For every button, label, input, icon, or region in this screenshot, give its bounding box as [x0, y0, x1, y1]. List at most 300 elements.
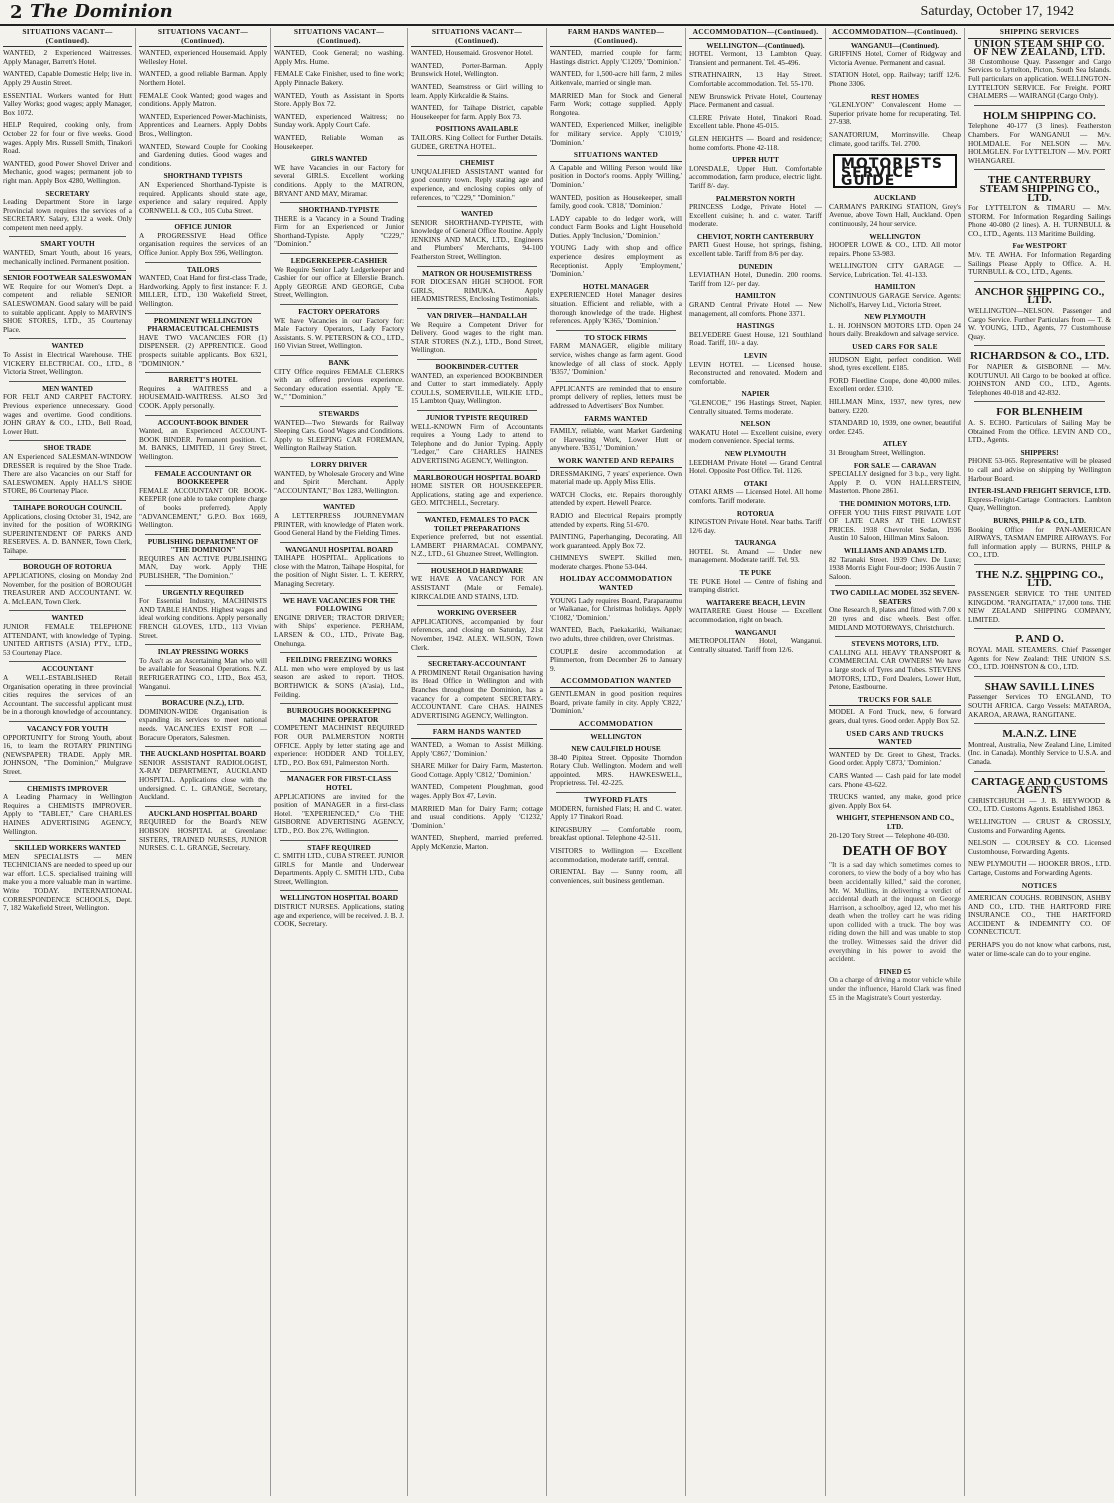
classified-ad: WANTED, married couple for farm; Hastings district. Apply 'C1209,' 'Dominion.' — [550, 48, 682, 66]
ad-heading: CHEVIOT, NORTH CANTERBURY — [696, 231, 815, 241]
ad-heading: AUCKLAND HOSPITAL BOARD — [148, 808, 258, 818]
classified-ad: REQUIRES AN ACTIVE PUBLISHING MAN, Day work. Apply THE PUBLISHER, "The Dominion." — [139, 553, 267, 581]
shipping-ad: NELSON — COURSEY & CO. Licensed Customhouse, Forwarding Agents. — [968, 838, 1111, 856]
classified-ad: One Research 8, plates and fitted with 7.00 x 20 tyres and disc wheels. Best offer. MIDLAND MOTORWAYS, Christchurch. — [829, 605, 961, 632]
ad-heading: SECRETARY — [45, 188, 90, 198]
ad-heading: WANTED — [51, 341, 84, 351]
shipping-ad: WELLINGTON—NELSON. Passenger and Cargo Service. Further Particulars from — T. & W. YOUNG, LTD., Agents, 77 Customhouse Quay. — [968, 306, 1111, 341]
divider — [9, 270, 126, 271]
ad-heading: SKILLED WORKERS WANTED — [14, 843, 121, 853]
divider — [417, 359, 537, 360]
columns — [0, 28, 1114, 1500]
shipping-ad: PASSENGER SERVICE TO THE UNITED KINGDOM. "RANGITATA," 17,000 tons. THE NEW ZEALAND SHIPPING COMPANY, LIMITED. — [968, 589, 1111, 624]
classified-ad: JUNIOR FEMALE TELEPHONE ATTENDANT, with knowledge of Typing. UNITED ARTISTS (A'SIA) PTY., LTD., 53 Courtenay Place. — [3, 622, 132, 657]
classified-ad: Applications, closing October 31, 1942, are invited for the position of WORKING SUPERINTENDENT OF PARKS AND RESERVES. A. D. BANNER, Town Clerk, Taihape. — [3, 511, 132, 555]
article-body: "It is a sad day which sometimes comes to coroners, to view the body of a boy who has been accidentally killed," said the coroner, Mr. W. Mullins, in delivering a verdict of accidental death at the inquest on George Harrison, a schoolboy, aged 12, who met his death when the trolley cart he was riding upon collided with a truck. The boy was riding down the hill and was unable to stop the trolley. Witnesses said the driver did everything in his power to avoid the accident. — [829, 859, 961, 964]
classified-ad: HILLMAN Minx, 1937, new tyres, new battery. £220. — [829, 397, 961, 415]
ad-heading: WE HAVE VACANCIES FOR THE FOLLOWING — [282, 595, 396, 614]
divider — [280, 253, 398, 254]
ad-heading: GIRLS WANTED — [310, 154, 368, 164]
ad-heading: VACANCY FOR YOUTH — [26, 723, 109, 733]
classified-ad: WANTED, Experienced Power-Machinists, Apprentices and Learners. Apply Dobbs Bros., Wellington. — [139, 111, 267, 138]
shipping-ad: M/v. TE AWHA. For Information Regarding Sailings Please Apply to Office. A. H. TURNBULL & CO., LTD., Agents. — [968, 250, 1111, 277]
motorists-guide-title: MOTORISTS SERVICE GUIDE — [841, 156, 943, 190]
classified-ad: HUDSON Eight, perfect condition. Well shod, tyres excellent. £185. — [829, 354, 961, 373]
ad-heading: VAN DRIVER—HANDALLAH — [426, 311, 528, 321]
section-heading: USED CARS FOR SALE — [829, 343, 961, 354]
classified-ad: COUPLE desire accommodation at Plimmerton, from December 26 to January 9. — [550, 646, 682, 673]
classified-ad: UNQUALIFIED ASSISTANT wanted for good country town. Reply stating age and experience, and enclosing copies only of references, to "C229," "Dominion." — [411, 166, 543, 202]
divider — [280, 652, 398, 653]
divider — [974, 628, 1105, 629]
news-article — [829, 844, 961, 1002]
ad-heading: BORACURE (N.Z.), LTD. — [161, 698, 245, 708]
classified-ad: MARRIED Man for Dairy Farm; cottage and usual conditions. Apply 'C1232,' 'Dominion.' — [411, 803, 543, 830]
shipping-company-heading: UNION STEAM SHIP CO. OF NEW ZEALAND, LTD. — [973, 38, 1106, 59]
divider — [835, 585, 955, 586]
classified-ad: APPLICATIONS, accompanied by four references, and closing on Saturday, 21st November, 1942. ALEX. WILSON, Town Clerk. — [411, 616, 543, 652]
section-heading: FARM HANDS WANTED — [411, 728, 543, 739]
ad-heading: TWO CADILLAC MODEL 352 SEVEN-SEATERS — [830, 588, 960, 606]
classified-ad: CHIMNEYS SWEPT. Skilled men, moderate charges. Phone 53-044. — [550, 553, 682, 571]
ad-heading: HAMILTON — [735, 291, 776, 301]
classified-ad: DISTRICT NURSES. Applications, stating age and experience, will be received. J. B. J. COOK, Secretary. — [274, 902, 404, 929]
ad-heading: ROTORUA — [736, 508, 775, 518]
shipping-ad: NEW PLYMOUTH — HOOKER BROS., LTD. Cartage, Customs and Forwarding Agents. — [968, 859, 1111, 877]
ad-heading: AUCKLAND — [873, 193, 917, 203]
divider — [974, 676, 1105, 677]
classified-ad: A PROMINENT Retail Organisation having its Head Office in Wellington and with Branches throughout the Dominion, has a vacancy for a competent SECRETARY-ACCOUNTANT. Care CHAS. HAINES ADVERTISING AGENCY, Wellington. — [411, 667, 543, 720]
ad-heading: INLAY PRESSING WORKS — [157, 647, 249, 657]
ad-heading: For WESTPORT — [1012, 241, 1067, 251]
divider — [417, 266, 537, 267]
ad-heading: SHORTHAND TYPISTS — [163, 171, 243, 181]
ad-heading: MATRON OR HOUSEMISTRESS — [422, 268, 532, 278]
ad-heading: POSITIONS AVAILABLE — [435, 124, 519, 134]
classified-ad: FAMILY, reliable, want Market Gardening or Harvesting Work, Lower Hutt or anywhere. 'B351,' 'Dominion.' — [550, 426, 682, 453]
classified-ad: C. SMITH LTD., CUBA STREET. JUNIOR GIRLS for Mantle and Underwear Departments. Apply C. SMITH LTD., Cuba Street, Wellington. — [274, 851, 404, 886]
classified-ad: Wanted, an Experienced ACCOUNT-BOOK BINDER. Permanent position. C. M. BANKS, LIMITED, 11 Grey Street, Wellington. — [139, 426, 267, 461]
ad-heading: HAMILTON — [874, 282, 916, 292]
divider — [9, 781, 126, 782]
classified-ad: STRATHNAIRN, 13 Hay Street. Comfortable accommodation. Tel. 55-170. — [689, 70, 822, 88]
divider — [9, 559, 126, 560]
ad-heading: INTER-ISLAND FREIGHT SERVICE, LTD. — [968, 486, 1111, 496]
ad-heading: URGENTLY REQUIRED — [162, 587, 244, 597]
divider — [9, 381, 126, 382]
classified-ad: SENIOR SHORTHAND-TYPISTE, with knowledge of General Office Routine. Apply JENKINS AND MACK, LTD., Engineers and Plumbers' Merchants, 94-100 Featherston Street, Wellington. — [411, 217, 543, 262]
classified-ad: 82 Taranaki Street. 1939 Chev. De Luxe; 1938 Morris Eight Four-door; 1936 Austin 7 Saloon. — [829, 554, 961, 581]
classified-ad: FOR DIOCESAN HIGH SCHOOL FOR GIRLS, RIMUKA. Apply HEADMISTRESS, Enclosing Testimonials. — [411, 277, 543, 304]
classified-ad: FEMALE ACCOUNTANT OR BOOK-KEEPER (one able to take complete charge of books preferred). Apply "ADVANCEMENT," G.P.O. Box 1669, Wellington. — [139, 485, 267, 530]
ad-heading: MARLBOROUGH HOSPITAL BOARD — [413, 472, 541, 482]
classified-ad: A Capable and Willing Person would like position in Doctor's rooms. Apply 'Willing,' 'Dominion.' — [550, 162, 682, 189]
classified-ad: WANTED, Seamstress or Girl willing to learn. Apply Kirkcaldie & Stains. — [411, 81, 543, 100]
shipping-company-heading: M.A.N.Z. LINE — [1002, 728, 1077, 741]
classified-ad: MODERN, furnished Flats; H. and C. water. Apply 17 Tinakori Road. — [550, 803, 682, 822]
shipping-ad: 38 Customhouse Quay. Passenger and Cargo Services to Lyttelton, Picton, South Sea Islands. Full particulars on application. WELLINGTON-LYTTELTON SERVICE. For Freight. PORT CHALMERS — WAIRANGI (Cargo Only). — [968, 56, 1111, 101]
classified-ad: WANTED, good Power Shovel Driver and Mechanic, good wages; permanent job to right man. Apply Box 4280, Wellington. — [3, 158, 132, 185]
ad-heading: TO STOCK FIRMS — [584, 332, 648, 342]
ad-heading: TAILORS — [186, 264, 220, 274]
classified-ad: CONTINUOUS GARAGE Service. Agents: Nicholl's, Harvey Ltd., Victoria Street. — [829, 291, 961, 309]
divider — [145, 466, 261, 467]
divider — [9, 500, 126, 501]
divider — [145, 313, 261, 314]
ad-heading: CHEMIST — [459, 158, 495, 168]
ad-heading: MEN WANTED — [42, 383, 93, 393]
classified-ad: A WELL-ESTABLISHED Retail Organisation operating in three provincial cities requires the services of an Accountant. The successful applicant must be in a thorough knowledge of accountancy. — [3, 673, 133, 717]
divider — [974, 401, 1105, 402]
classified-ad: OFFER YOU THIS FIRST PRIVATE LOT OF LATE CARS AT THE LOWEST PRICES. 1938 Chevrolet Sedan, 1936 Austin 10 Saloon, Hillman Minx Saloon. — [829, 507, 961, 543]
article-headline: DEATH OF BOY — [842, 844, 948, 860]
classified-ad: TE PUKE Hotel — Centre of fishing and tramping district. — [689, 576, 822, 595]
classified-ad: WE Require for our Women's Dept. a competent and reliable SENIOR SALESWOMAN. Good salary will be paid to suitable applicant. Apply to MARVIN'S SHOE STORES, LTD., 35 Courtenay Place. — [3, 281, 132, 334]
divider — [417, 656, 537, 657]
classified-ad: DRESSMAKING, 7 years' experience. Own material made up. Apply Miss Ellis. — [550, 468, 682, 487]
classified-ad: HOTEL Vermont, 13 Lambton Quay. Transient and permanent. Tel. 45-496. — [689, 49, 822, 67]
classified-ad: MEN SPECIALISTS — MEN TECHNICIANS are needed to speed up our war effort. I.C.S. specialised training will make you a more valuable man in wartime. Write TODAY. INTERNATIONAL CORRESPONDENCE SCHOOLS, Dept. 7, 182 Wakefield Street, Wellington. — [3, 851, 132, 913]
section-heading: TRUCKS FOR SALE — [829, 696, 961, 707]
ad-heading: STEWARDS — [318, 408, 360, 418]
divider — [974, 345, 1105, 346]
divider — [556, 381, 676, 382]
shipping-ad: WELLINGTON — CRUST & CROSSLY, Customs and Forwarding Agents. — [968, 816, 1111, 835]
shipping-ad: For LYTTELTON & TIMARU — M/v. STORM. For Information Regarding Sailings Phone 40-080 (2 lines). A. H. TURNBULL & CO., LTD., Agents. 113 Maritime Building. — [968, 203, 1111, 238]
classified-ad: We Require Senior Lady Ledgerkeeper and Cashier for our office at Ellerslie Branch. Apply GEORGE AND GEORGE, Cuba Street, Wellington. — [274, 264, 404, 300]
classified-ad: REQUIRED for the Board's NEW HOBSON HOSPITAL at Greenlane: SISTERS, TRAINED NURSES, JUNIOR NURSES. C. L. GRANGE, Secretary. — [139, 817, 267, 853]
classified-ad: CLERE Private Hotel, Tinakori Road. Excellent table. Phone 45-015. — [689, 112, 822, 131]
column-heading: ACCOMMODATION—(Continued). — [689, 28, 822, 39]
classified-ad: STANDARD 10, 1939, one owner, beautiful order. £245. — [829, 418, 961, 436]
classified-ad: CALLING ALL HEAVY TRANSPORT & COMMERCIAL CAR OWNERS! We have a large stock of Tyres and Tubes. STEVENS MOTORS, LTD., Ford Dealers, Lower Hutt, Petone, Eastbourne. — [829, 647, 961, 692]
shipping-ad: PHONE 53-065. Representative will be pleased to call and advise on shipping by Wellington Harbour Board. — [968, 456, 1111, 483]
ad-heading: CHEMISTS IMPROVER — [27, 783, 108, 793]
divider — [145, 262, 261, 263]
article-subheadline: FINED £5 — [879, 966, 911, 976]
divider — [417, 563, 537, 564]
section-heading: SITUATIONS WANTED — [550, 151, 682, 162]
classified-ad: TAILORS. King Collect for Further Details. GUDEE, GRETNA HOTEL. — [411, 132, 543, 151]
ad-heading: MANAGER FOR FIRST-CLASS HOTEL — [286, 774, 392, 792]
ad-heading: ACCOUNTANT — [41, 664, 94, 674]
section-heading: ACCOMMODATION WANTED — [550, 677, 682, 688]
ad-heading: WAITARERE BEACH, LEVIN — [706, 597, 805, 607]
classified-ad: MODEL A Ford Truck, new, 6 forward gears, dual tyres. Good order. Apply Box 52. — [829, 707, 961, 725]
classified-ad: WANTED, position as Housekeeper, small family, good cook. 'C818,' 'Dominion.' — [550, 192, 682, 211]
divider — [974, 723, 1105, 724]
classified-ad: GRAND Central Private Hotel — New management, all comforts. Phone 3371. — [689, 300, 822, 318]
classified-ad: WANTED, Experienced Milker, ineligible for military service. Apply 'C1019,' 'Dominion.' — [550, 120, 682, 147]
ad-heading: WANTED, FEMALES TO PACK TOILET PREPARATIONS — [424, 514, 530, 533]
section-heading: ACCOMMODATION — [550, 720, 682, 731]
ad-heading: WELLINGTON — [869, 231, 921, 241]
shipping-ad: Passenger Services TO ENGLAND, TO SOUTH AFRICA. Cargo Vessels: MATAROA, AKAROA, ARAWA, RANGITANE. — [968, 692, 1111, 719]
classified-ad: WANTED, a good reliable Barman. Apply Northern Hotel. — [139, 69, 267, 87]
classified-ad: 31 Brougham Street, Wellington. — [829, 447, 926, 457]
divider — [417, 724, 537, 725]
classified-ad: FORD Fleetline Coupe, done 40,000 miles. Excellent order. £310. — [829, 375, 961, 394]
classified-ad: FOR FELT AND CARPET FACTORY. Previous experience unnecessary. Good wages and overtime. Good conditions. JOHN GRAY & CO., LTD., Bell Road, Lower Hutt. — [3, 392, 132, 436]
divider — [280, 457, 398, 458]
classified-ad: EXPERIENCED Hotel Manager desires situation. Efficient and reliable, with a thorough knowledge of the trade. Highest references. Apply 'K365,' 'Dominion.' — [550, 290, 682, 326]
divider — [417, 605, 537, 606]
shipping-ad: Montreal, Australia, New Zealand Line, Limited (Inc. in Canada). Monthly Service to U.S.A. and Canada. — [968, 739, 1111, 766]
ad-heading: REST HOMES — [871, 91, 919, 101]
divider — [9, 721, 126, 722]
ad-heading: FEILDING FREEZING WORKS — [286, 655, 392, 665]
shipping-ad: A. S. ECHO. Particulars of Sailing May be Obtained From the Office. LEVIN AND CO., LTD., Agents. — [968, 417, 1111, 445]
ad-heading: BOOKBINDER-CUTTER — [435, 362, 519, 371]
classified-ad: STATION Hotel, opp. Railway; tariff 12/6. Phone 3306. — [829, 70, 961, 88]
section-heading: HOLIDAY ACCOMMODATION WANTED — [550, 575, 682, 594]
classified-ad: METROPOLITAN Hotel, Wanganui. Centrally situated. Tariff from 12/6. — [689, 636, 822, 654]
shipping-company-heading: THE N.Z. SHIPPING CO., LTD. — [975, 568, 1104, 590]
ad-heading: OTAKI — [743, 478, 768, 488]
column-heading: SITUATIONS VACANT—(Continued). — [274, 28, 404, 47]
article-body: On a charge of driving a motor vehicle while under the influence, Harold Clark was fined £5 in the Magistrate's Court yesterday. — [829, 975, 961, 1002]
ad-heading: STAFF REQUIRED — [307, 842, 371, 852]
shipping-ad: Express-Freight-Cartage Contractors. Lambton Quay, Wellington. — [968, 494, 1111, 513]
classified-ad: A Leading Pharmacy in Wellington Requires a CHEMISTS IMPROVER. Apply to "TABLET," Care CHARLES HAINES ADVERTISING AGENCY, Wellington. — [3, 792, 132, 836]
classified-ad: AN Experienced SALESMAN-WINDOW DRESSER is required by the Shoe Trade. There are also Vacancies on our Staff for SALESWOMEN. Apply HALL'S SHOE STORE, 86 Courtenay Place. — [3, 451, 132, 496]
divider — [280, 355, 398, 356]
classified-ad: FEMALE Cake Finisher, used to fine work; Apply Pinnacle Bakery. — [274, 69, 404, 87]
classified-ad: L. H. JOHNSON MOTORS LTD. Open 24 hours daily. Breakdown and salvage service. — [829, 320, 961, 339]
classified-ad: LEVIN HOTEL — Licensed house. Reconstructed and renovated. Modern and comfortable. — [689, 359, 822, 386]
classified-ad: WAITARERE Guest House — Excellent accommodation, right on beach. — [689, 606, 822, 625]
classified-ad: To Assist in Electrical Warehouse. THE VICKERY ELECTRICAL CO., LTD., 8 Victoria Street, Wellington. — [3, 350, 132, 377]
motorists-guide-banner — [833, 154, 957, 188]
shipping-ad: Booking Office for PAN-AMERICAN AIRWAYS, TASMAN EMPIRE AIRWAYS. For full information apply — BURNS, PHILP & CO., LTD. — [968, 524, 1111, 560]
classified-ad: GENTLEMAN in good position requires Board, private family in city. Apply 'C822,' 'Dominion.' — [550, 689, 682, 716]
classified-ad: BELVEDERE Guest House, 121 Southland Road. Tariff, 10/- a day. — [689, 329, 822, 348]
ad-heading: WANGANUI — [734, 627, 777, 637]
classified-ad: WANTED, experienced Waitress; no Sunday work. Apply Court Cafe. — [274, 111, 404, 130]
shipping-company-heading: THE CANTERBURY STEAM SHIPPING CO., LTD. — [979, 174, 1100, 204]
divider — [145, 695, 261, 696]
ad-heading: THE DOMINION MOTORS, LTD. — [839, 498, 951, 508]
ad-heading: STEVENS MOTORS, LTD. — [851, 639, 939, 649]
ad-heading: JUNIOR TYPISTE REQUIRED — [425, 412, 529, 422]
classified-ad: ENGINE DRIVER; TRACTOR DRIVER; with Ships' experience. PERHAM, LARSEN & CO., LTD., Private Bag, Onehunga. — [274, 612, 404, 648]
classified-ad: ALL men who were employed by us last season are asked to report. THOS. BORTHWICK & SONS (A'asia), Ltd., Feilding. — [274, 663, 404, 699]
classified-ad: OTAKI ARMS — Licensed Hotel. All home comforts. Tariff moderate. — [689, 487, 822, 505]
classified-ad: LEVIATHAN Hotel, Dunedin. 200 rooms. Tariff from 12/- per day. — [689, 270, 822, 288]
ad-heading: SMART YOUTH — [40, 239, 95, 249]
divider — [280, 593, 398, 594]
classified-ad: FARM MANAGER, eligible military service, wishes change as farm agent. Good knowledge of all class of stock. Apply 'B357,' 'Dominion.' — [550, 341, 682, 377]
ad-heading: FOR SALE — CARAVAN — [853, 460, 937, 470]
divider — [417, 308, 537, 309]
classified-ad: KINGSBURY — Comfortable room, breakfast optional. Telephone 42-511. — [550, 824, 682, 843]
column-8 — [965, 28, 1114, 1496]
ad-heading: SECRETARY-ACCOUNTANT — [428, 659, 526, 669]
classified-ad: DOMINION-WIDE Organisation is expanding its services to meet national needs. VACANCIES EXIST FOR — Boracure Operators, Salesmen. — [139, 706, 267, 742]
classified-ad: Leading Department Store in large Provincial town requires the services of a SECRETARY. Salary, £312 a week. Only competent men need apply. — [3, 197, 132, 232]
classified-ad: APPLICATIONS are invited for the position of MANAGER in a first-class Hotel. "EXPERIENCED," C/o THE GISBORNE ADVERTISING AGENCY, LTD., P.O. Box 276, Wellington. — [274, 791, 404, 835]
classified-ad: WANTED, Capable Domestic Help; live in. Apply 29 Austin Street. — [3, 69, 132, 87]
ad-heading: HASTINGS — [736, 321, 775, 331]
section-heading: NOTICES — [968, 882, 1111, 893]
classified-ad: SENIOR ASSISTANT RADIOLOGIST, X-RAY DEPARTMENT, AUCKLAND HOSPITAL. Applications close with the undersigned. C. L. GRANGE, Secretary, Auckland. — [139, 757, 267, 802]
classified-ad: WANTED, Competent Ploughman, good wages. Apply Box 47, Levin. — [411, 782, 543, 800]
classified-ad: 20-120 Tory Street — Telephone 40-030. — [829, 830, 950, 840]
classified-ad: YOUNG Lady with shop and office experience desires employment as Receptionist. Apply 'Employment,' 'Dominion.' — [550, 243, 682, 279]
ad-heading: PUBLISHING DEPARTMENT OF "THE DOMINION" — [147, 536, 259, 555]
classified-ad: WATCH Clocks, etc. Repairs thoroughly attended by expert. Hewell Pearce. — [550, 489, 682, 508]
ad-heading: LORRY DRIVER — [310, 459, 368, 469]
divider — [835, 636, 955, 637]
classified-ad: WE have Vacancies in our Factory for several GIRLS. Excellent working conditions. Apply to the MATRON, BRYANT AND MAY, Miramar. — [274, 162, 404, 198]
classified-ad: SANATORIUM, Morrinsville. Cheap climate, good tariffs. Tel. 2700. — [829, 129, 961, 148]
notice-text: AMERICAN COUGHS. ROBINSON, ASHBY AND CO., LTD. THE HARTFORD FIRE INSURANCE CO., THE HARTFORD ACCIDENT & INDEMNITY CO. OF CONNECTICUT. — [968, 893, 1111, 937]
divider — [145, 219, 261, 220]
ad-heading: WHIGHT, STEPHENSON AND CO., LTD. — [836, 813, 954, 831]
ad-heading: THE AUCKLAND HOSPITAL BOARD — [140, 749, 266, 759]
classified-ad: THERE is a Vacancy in a Sound Trading Firm for an Experienced or Junior Shorthand-Typiste. Apply "C229," "Dominion." — [274, 213, 404, 249]
classified-ad: ESSENTIAL Workers wanted for Hutt Valley Works; good wages; apply Manager, Box 1072. — [3, 90, 132, 117]
classified-ad: YOUNG Lady requires Board, Paraparaumu or Waikanae, for Christmas holidays. Apply 'C1082,' 'Dominion.' — [550, 595, 682, 622]
column-2 — [136, 28, 271, 1496]
classified-ad: TRUCKS wanted, any make, good price given. Apply Box 64. — [829, 792, 961, 810]
section-heading: USED CARS AND TRUCKS WANTED — [829, 730, 961, 749]
divider — [9, 840, 126, 841]
classified-ad: 38-40 Pipitea Street. Opposite Thorndon Rotary Club. Wellington. Modern and well appointed. MRS. HAWKESWELL, Proprietress. Tel. 42-225. — [550, 752, 682, 788]
classified-ad: WANTED, Reliable Woman as Housekeeper. — [274, 132, 404, 151]
ad-heading: SHIPPERS! — [1020, 447, 1059, 457]
classified-ad: WELLINGTON CITY GARAGE — Service, Lubrication. Tel. 41-133. — [829, 261, 961, 279]
classified-ad: To Ass't as an Ascertaining Man who will be available for Seasonal Operations. N.Z. REFRIGERATING CO., LTD., Box 453, Wanganui. — [139, 655, 267, 691]
classified-ad: WANTED, Smart Youth, about 16 years, mechanically inclined. Permanent position. — [3, 248, 132, 266]
divider — [280, 304, 398, 305]
classified-ad: For Essential Industry, MACHINISTS AND TABLE HANDS. Highest wages and ideal working conditions. Apply personally FRENCH GLOVES, LTD., 113 Vivian Street. — [139, 596, 267, 640]
column-heading: ACCOMMODATION—(Continued). — [829, 28, 961, 39]
classified-ad: APPLICATIONS, closing on Monday 2nd November, for the position of BOROUGH TREASURER AND ACCOUNTANT. W. A. McLEAN, Town Clerk. — [3, 571, 132, 606]
ad-heading: ACCOUNT-BOOK BINDER — [157, 417, 249, 427]
classified-ad: HOOPER LOWE & CO., LTD. All motor repairs. Phone 53-983. — [829, 240, 961, 258]
column-heading: SHIPPING SERVICES — [968, 28, 1111, 39]
ad-heading: BARRETT'S HOTEL — [168, 375, 238, 385]
divider — [145, 585, 261, 586]
divider — [145, 534, 261, 535]
ad-heading: LEDGERKEEPER-CASHIER — [290, 256, 388, 266]
ad-heading: LEVIN — [743, 351, 768, 360]
ad-heading: DUNEDIN — [738, 261, 773, 271]
classified-ad: AN Experienced Shorthand-Typiste is required. Applicants should state age, experience and salary required. Apply CORNWELL & CO., 105 Cuba Street. — [139, 179, 267, 215]
classified-ad: WANTED, Housemaid. Grosvenor Hotel. — [411, 48, 533, 58]
shipping-company-heading: ANCHOR SHIPPING CO., LTD. — [974, 285, 1105, 307]
divider — [556, 792, 676, 793]
section-heading: FARMS WANTED — [550, 415, 682, 426]
divider — [9, 610, 126, 611]
ad-heading: WANGANUI—(Continued). — [850, 40, 940, 50]
ad-heading: SENIOR FOOTWEAR SALESWOMAN — [3, 273, 132, 283]
ad-heading: FACTORY OPERATORS — [298, 307, 380, 317]
classified-ad: WANTED, experienced Housemaid. Apply Wellesley Hotel. — [139, 48, 267, 66]
paper-name: The Dominion — [30, 1, 173, 22]
masthead — [0, 0, 1114, 26]
classified-ad: WANTED, Porter-Barman. Apply Brunswick Hotel, Wellington. — [411, 60, 543, 79]
ad-heading: NEW PLYMOUTH — [864, 312, 926, 322]
classified-ad: SPECIALLY designed for 3 b.p., very light. Apply P. O. VON HALLERSTEIN, Masterton. Phone 2861. — [829, 469, 961, 496]
ad-heading: TAURANGA — [734, 538, 777, 548]
divider — [280, 499, 398, 500]
ad-heading: PALMERSTON NORTH — [715, 193, 796, 203]
classified-ad: WANTED, a Woman to Assist Milking. Apply 'C867,' 'Dominion.' — [411, 739, 543, 758]
divider — [417, 512, 537, 513]
classified-ad: WELL-KNOWN Firm of Accountants requires a Young Lady to attend to Telephone and do Junior Typing. Apply "Ledger," Care CHARLES HAINES ADVERTISING AGENCY, Wellington. — [411, 421, 543, 465]
classified-ad: WANTED, Steward Couple for Cooking and Gardening duties. Good wages and conditions. — [139, 141, 267, 168]
classified-ad: RADIO and Electrical Repairs promptly attended by experts. Ring 51-670. — [550, 510, 682, 529]
classified-ad: WE HAVE A VACANCY FOR AN ASSISTANT (Male or Female). KIRKCALDIE AND STAINS, LTD. — [411, 574, 543, 601]
ad-heading: BURNS, PHILP & CO., LTD. — [993, 515, 1086, 525]
page-number: 2 — [10, 2, 23, 23]
classified-ad: WANTED—Two Stewards for Railway Sleeping Cars. Good Wages and Conditions. Apply to SLEEPING CAR FOREMAN, Wellington Railway Station. — [274, 417, 404, 453]
column-5 — [547, 28, 686, 1496]
column-heading: SITUATIONS VACANT—(Continued). — [139, 28, 267, 47]
ad-heading: BOROUGH OF ROTORUA — [23, 562, 112, 572]
classified-ad: WAKATU Hotel — Excellent cuisine, every modern convenience. Special terms. — [689, 427, 822, 446]
ad-heading: FEMALE ACCOUNTANT OR BOOKKEEPER — [154, 468, 252, 487]
classified-ad: Experience preferred, but not essential. LAMBERT PHARMACAL COMPANY, N.Z., LTD., 61 Ghuznee Street, Wellington. — [411, 532, 543, 559]
column-heading: SITUATIONS VACANT—(Continued). — [3, 28, 132, 47]
ad-heading: SHOE TRADE — [43, 443, 92, 453]
ad-heading: NAPIER — [741, 389, 770, 399]
divider — [417, 470, 537, 471]
classified-ad: WANTED, an experienced BOOKBINDER and Cutter to start immediately. Apply COULLS, SOMERVILLE, WILKIE LTD., 15 Lambton Quay, Wellington. — [411, 370, 543, 406]
divider — [280, 406, 398, 407]
ad-heading: TWYFORD FLATS — [584, 794, 648, 804]
ad-heading: BANK — [328, 358, 350, 367]
classified-ad: PARTI Guest House, hot springs, fishing, excellent table. Tariff from 8/6 per day. — [689, 240, 822, 259]
divider — [280, 890, 398, 891]
classified-ad: HAVE TWO VACANCIES FOR (1) DISPENSER. (2) APPRENTICE. Good prospects suitable applicants. Box 6321, "DOMINION." — [139, 332, 267, 368]
classified-ad: HOTEL St. Amand — Under new management. Moderate tariff. Tel. 93. — [689, 546, 822, 565]
divider — [556, 330, 676, 331]
ad-heading: WELLINGTON HOSPITAL BOARD — [279, 893, 399, 903]
classified-ad: Requires a WAITRESS and a HOUSEMAID-WAITRESS. ALSO 3rd COOK. Apply personally. — [139, 383, 267, 410]
classified-ad: WANTED, 2 Experienced Waitresses. Apply Manager, Barrett's Hotel. — [3, 48, 132, 66]
divider — [145, 372, 261, 373]
ad-heading: ATLEY — [882, 439, 908, 449]
ad-heading: HOUSEHOLD HARDWARE — [430, 565, 524, 575]
divider — [974, 281, 1105, 282]
classified-ad: LEEDHAM Private Hotel — Grand Central Hotel. Opposite Post Office. Tel. 1126. — [689, 457, 822, 476]
classified-ad: GRIFFINS Hotel, Corner of Ridgway and Victoria Avenue. Permanent and casual. — [829, 49, 961, 67]
classified-ad: WE have Vacancies in our Factory for: Male Factory Operators, Lady Factory Assistants. S. W. PETERSON & CO., LTD., 160 Vivian Street, Wellington. — [274, 315, 404, 351]
ad-heading: WANTED — [322, 502, 356, 512]
ad-heading: BURROUGHS BOOKKEEPING MACHINE OPERATOR — [286, 706, 392, 724]
divider — [280, 771, 398, 772]
divider — [280, 703, 398, 704]
ad-heading: WANGANUI HOSPITAL BOARD — [284, 544, 394, 554]
divider — [974, 169, 1105, 170]
divider — [280, 840, 398, 841]
ad-heading: TAIHAPE BOROUGH COUNCIL — [13, 502, 122, 512]
notice-text: APPLICANTS are reminded that to ensure prompt delivery of replies, letters must be addressed to Advertisers' Box Number. — [550, 383, 682, 410]
ad-heading: WELLINGTON—(Continued). — [706, 40, 805, 50]
divider — [417, 206, 537, 207]
shipping-company-heading: FOR BLENHEIM — [996, 406, 1083, 419]
shipping-company-heading: RICHARDSON & CO., LTD. — [970, 350, 1109, 363]
classified-ad: COMPETENT MACHINIST REQUIRED FOR OUR PALMERSTON NORTH OFFICE. Apply by letter stating age and experience: HODDER AND TOLLEY, LTD., P.O. Box 691, Palmerston North. — [274, 723, 404, 767]
divider — [974, 105, 1105, 106]
divider — [9, 661, 126, 662]
ad-heading: WILLIAMS AND ADAMS LTD. — [843, 545, 947, 555]
classified-ad: We Require a Competent Driver for Delivery. Good wages to the right man. STAR STORES (N.Z.), LTD., Bond Street, Wellington. — [411, 319, 543, 355]
classified-ad: ORIENTAL Bay — Sunny room, all conveniences, suit business gentleman. — [550, 867, 682, 885]
